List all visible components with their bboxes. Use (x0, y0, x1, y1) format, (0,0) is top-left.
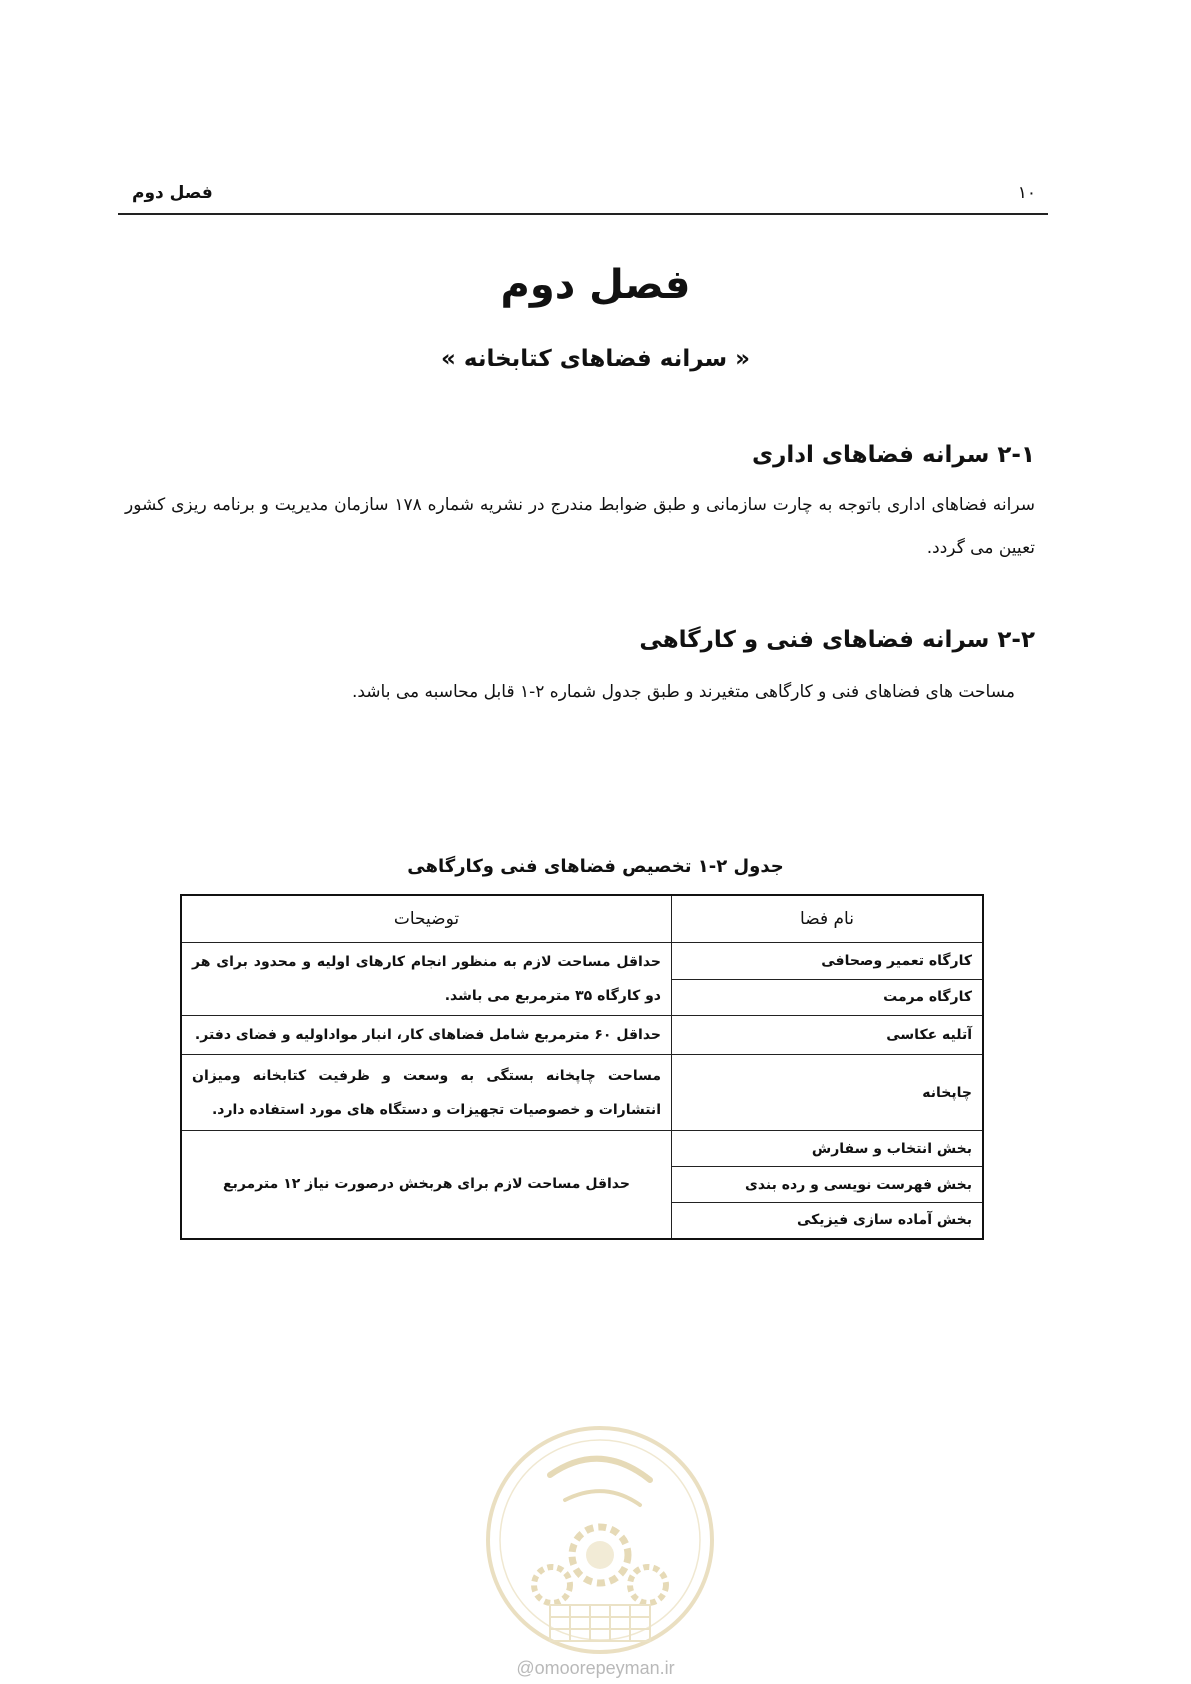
table-header-name: نام فضا (672, 895, 984, 943)
running-header (118, 183, 1048, 215)
table-cell-name: کارگاه تعمیر وصحافی (672, 943, 984, 980)
table-header-description: توضیحات (181, 895, 672, 943)
table-caption: جدول ۲-۱ تخصیص فضاهای فنی وکارگاهی (407, 856, 784, 877)
table-cell-description: حداقل ۶۰ مترمربع شامل فضاهای کار، انبار مواداولیه و فضای دفتر. (181, 1016, 672, 1055)
section-body-2-2: مساحت های فضاهای فنی و کارگاهی متغیرند و طبق جدول شماره ۲-۱ قابل محاسبه می باشد. (351, 682, 1015, 702)
section-body-2-1: سرانه فضاهای اداری باتوجه به چارت سازمانی و طبق ضوابط مندرج در نشریه شماره ۱۷۸ سازمان مدیریت و برنامه ریزی کشور تعیین می گردد. (125, 495, 1035, 558)
table-cell-name: چاپخانه (672, 1055, 984, 1131)
section-heading-2-2: ۲-۲ سرانه فضاهای فنی و کارگاهی (639, 627, 1035, 653)
running-chapter-title: فصل دوم (132, 183, 213, 203)
watermark-url: @omoorepeyman.ir (516, 1658, 675, 1678)
table-cell-name: بخش آماده سازی فیزیکی (672, 1203, 984, 1239)
table-cell-name: کارگاه مرمت (672, 979, 984, 1016)
chapter-title: فصل دوم (500, 262, 691, 308)
table-cell-description: حداقل مساحت لازم به منظور انجام کارهای اولیه و محدود برای هر دو کارگاه ۳۵ مترمربع می باشد. (181, 943, 672, 1016)
table-cell-name: بخش انتخاب و سفارش (672, 1131, 984, 1167)
chapter-subtitle: « سرانه فضاهای کتابخانه » (441, 346, 750, 372)
spaces-table (180, 894, 984, 1240)
page-number: ۱۰ (1017, 183, 1036, 203)
table-cell-description: حداقل مساحت لازم برای هربخش درصورت نیاز ۱۲ مترمربع (181, 1131, 672, 1239)
section-heading-2-1: ۲-۱ سرانه فضاهای اداری (752, 442, 1035, 468)
table-cell-name: بخش فهرست نویسی و رده بندی (672, 1167, 984, 1203)
table-cell-name: آتلیه عکاسی (672, 1016, 984, 1055)
table-cell-description: مساحت چاپخانه بستگی به وسعت و ظرفیت کتابخانه ومیزان انتشارات و خصوصیات تجهیزات و دستگاه های مورد استفاده دارد. (181, 1055, 672, 1131)
watermark-seal-icon (480, 1420, 720, 1660)
